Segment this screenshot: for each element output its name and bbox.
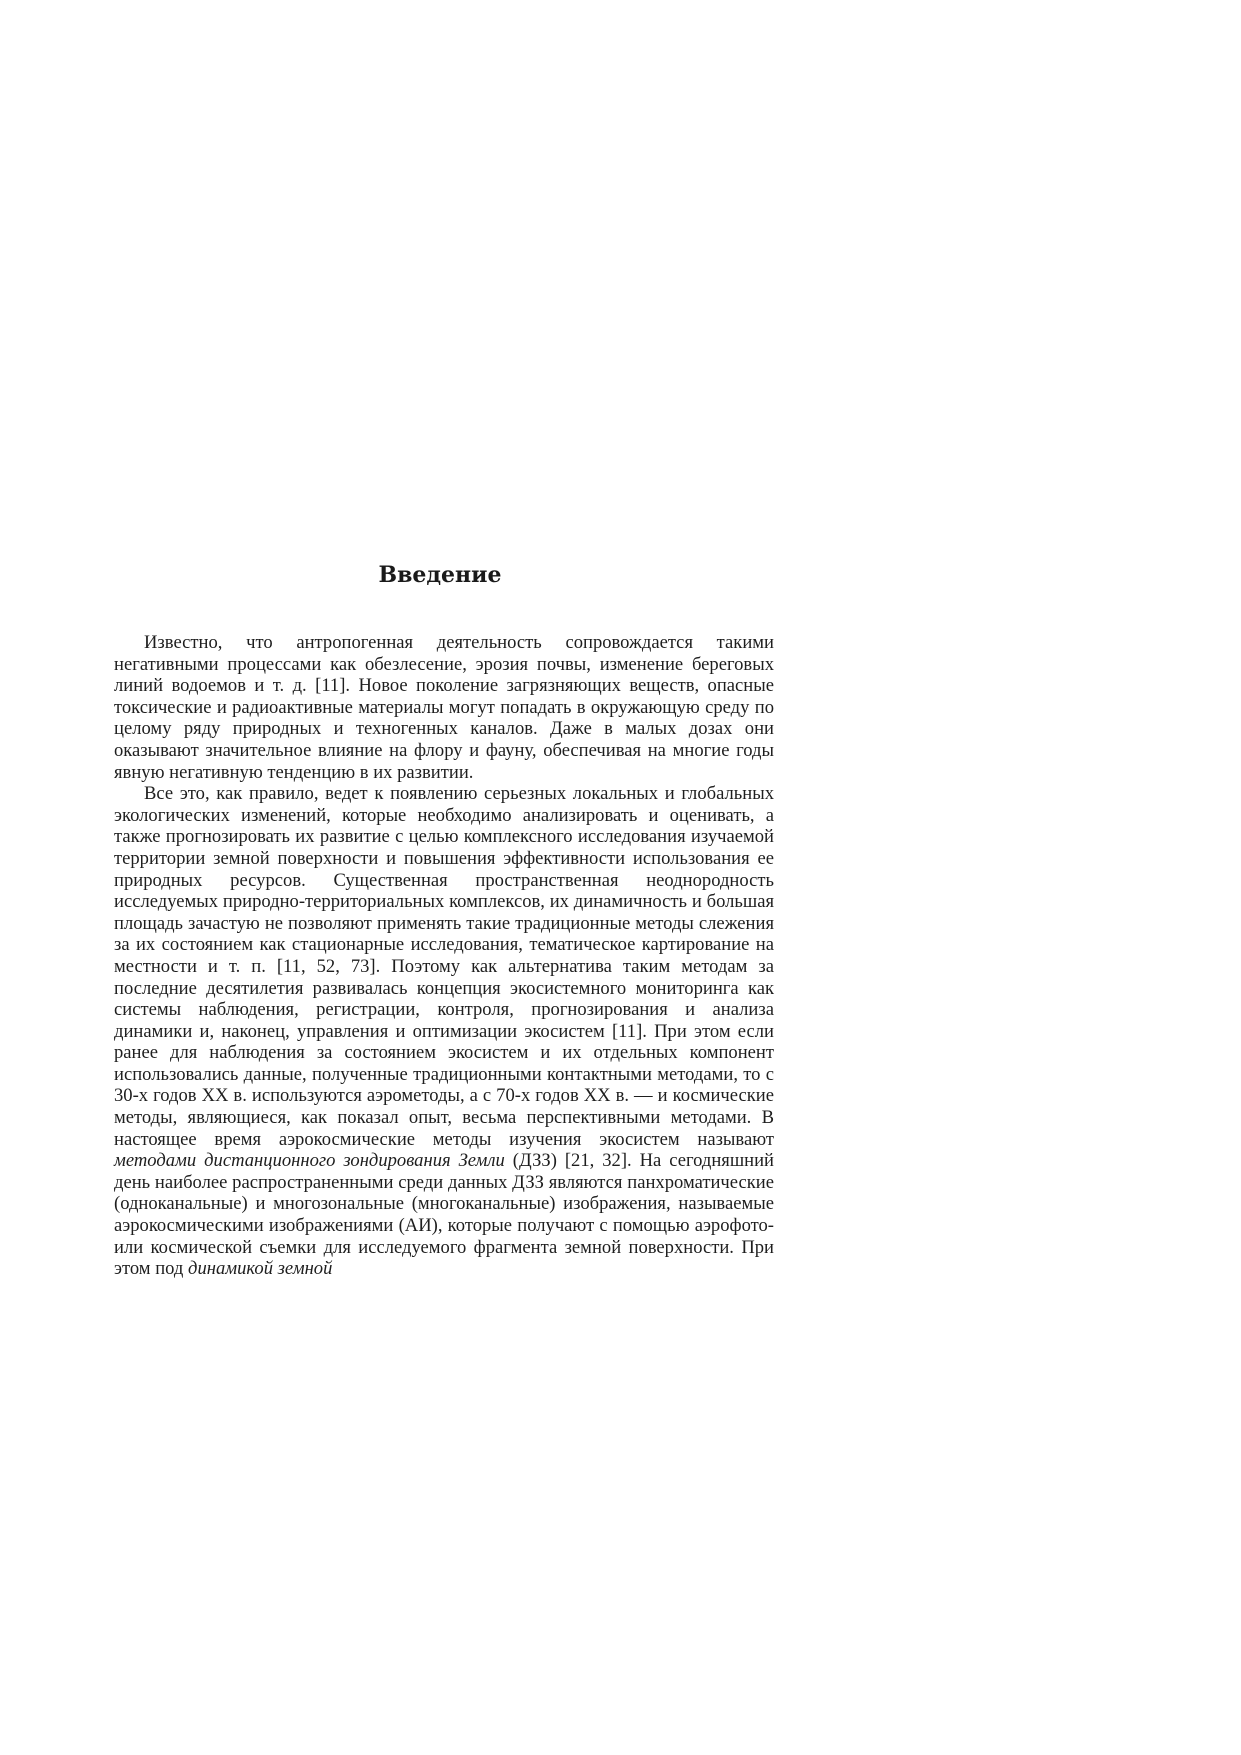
section-heading: Введение	[378, 562, 502, 588]
paragraph-2	[114, 783, 774, 1280]
term-surface-dynamics: динамикой земной	[188, 1258, 333, 1280]
paragraph-2-text-part-1: Все это, как правило, ведет к появлению серьезных локальных и глобальных экологических изменений, которые необходимо анализировать и оценивать, а также прогнозировать их развитие с целью комплексного исследования изучаемой территории земной поверхности и повышения эффективности использования ее природных ресурсов. Существенная пространственная неоднородность исследуемых природно-территориальных комплексов, их динамичность и большая площадь зачастую не позволяют применять такие традиционные методы слежения за их состоянием как стационарные исследования, тематическое картирование на местности и т. п. [11, 52, 73]. Поэтому как альтернатива таким методам за последние десятилетия развивалась концепция экосистемного мониторинга как системы наблюдения, регистрации, контроля, прогнозирования и анализа динамики и, наконец, управления и оптимизации экосистем [11]. При этом если ранее для наблюдения за состоянием экосистем и их отдельных компонент использовались данные, полученные традиционными контактными методами, то с 30-х годов XX в. используются аэрометоды, а с 70-х годов XX в. — и космические методы, являющиеся, как показал опыт, весьма перспективными методами. В настоящее время аэрокосмические методы изучения экосистем называют	[114, 783, 774, 1150]
term-remote-sensing: методами дистанционного зондирования Земли	[114, 1150, 505, 1172]
paragraph-2-text-part-2: (ДЗЗ) [21, 32]. На сегодняшний день наиболее распространенными среди данных ДЗЗ являются панхроматические (одноканальные) и многозональные (многоканальные) изображения, называемые аэрокосмическими изображениями (АИ), которые получают с помощью аэрофото- или космической съемки для исследуемого фрагмента земной поверхности. При этом под	[114, 1150, 775, 1280]
body-text	[114, 632, 774, 1280]
paragraph-1	[114, 632, 774, 783]
paragraph-1-text: Известно, что антропогенная деятельность сопровождается такими негативными процессами как обезлесение, эрозия почвы, изменение береговых линий водоемов и т. д. [11]. Новое поколение загрязняющих веществ, опасные токсические и радиоактивные материалы могут попадать в окружающую среду по целому ряду природных и техногенных каналов. Даже в малых дозах они оказывают значительное влияние на флору и фауну, обеспечивая на многие годы явную негативную тенденцию в их развитии.	[114, 632, 774, 783]
